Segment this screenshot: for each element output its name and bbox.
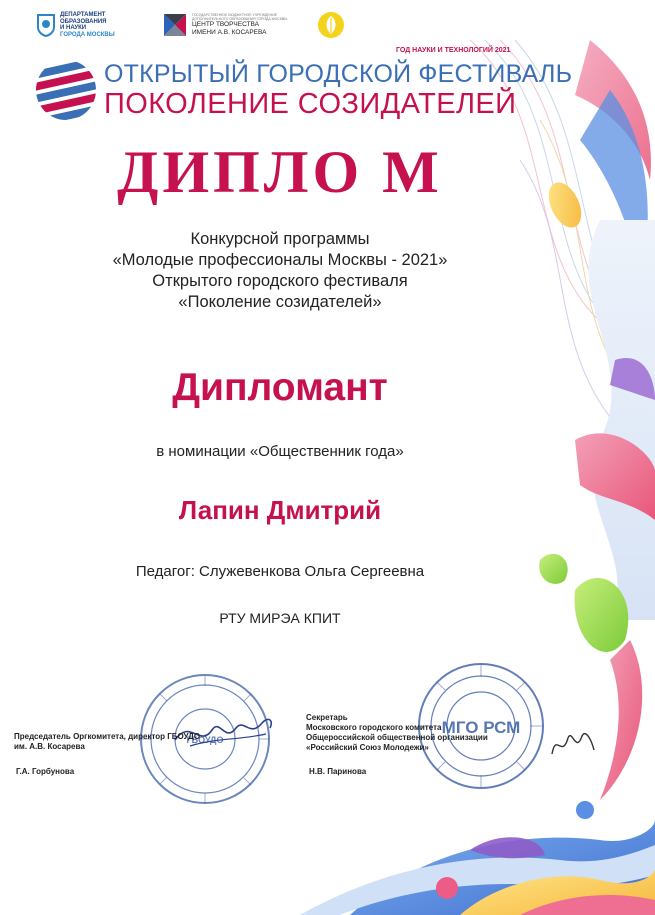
- right-stamp-text: МГО РСМ: [441, 718, 521, 737]
- diploma-title: ДИПЛО М: [117, 139, 443, 205]
- leaf-logo: [316, 10, 346, 40]
- program-line-3: Открытого городского фестиваля: [152, 272, 408, 290]
- teacher-text: Педагог: Служевенкова Ольга Сергеевна: [135, 563, 425, 580]
- nomination-text: в номинации «Общественник года»: [156, 443, 404, 460]
- department-line4: ГОРОДА МОСКВЫ: [60, 31, 115, 38]
- blue-dot-bottom: [576, 801, 594, 819]
- department-line3: И НАУКИ: [60, 25, 87, 31]
- kosarev-line1: ЦЕНТР ТВОРЧЕСТВА: [192, 21, 260, 28]
- festival-title-line1: ОТКРЫТЫЙ ГОРОДСКОЙ ФЕСТИВАЛЬ: [104, 60, 573, 88]
- left-signer-name: Г.А. Горбунова: [16, 767, 75, 776]
- pink-swoosh-bottom: [600, 640, 642, 800]
- recipient-name: Лапин Дмитрий: [178, 495, 382, 525]
- right-role-line-4: «Российский Союз Молодежи»: [306, 743, 429, 752]
- left-signer-role: Председатель Оргкомитета, директор ГБОУДО им. А.В. Косарева: [14, 732, 201, 751]
- department-logo: [36, 12, 130, 38]
- award-title: Дипломант: [172, 366, 388, 409]
- kosarev-logo: [162, 12, 312, 38]
- right-role-line-3: Общероссийской общественной организации: [306, 733, 488, 742]
- organization-text: РТУ МИРЭА КПИТ: [219, 610, 341, 626]
- moscow-coat-of-arms-icon: [36, 13, 56, 37]
- festival-title-line2: ПОКОЛЕНИЕ СОЗИДАТЕЛЕЙ: [104, 88, 517, 120]
- department-line2: ОБРАЗОВАНИЯ: [60, 18, 107, 25]
- program-line-1: Конкурсной программы: [190, 230, 370, 248]
- program-line-4: «Поколение созидателей»: [178, 293, 382, 311]
- right-role-line-1: Секретарь: [306, 713, 348, 722]
- kosarev-cross-icon: [162, 12, 188, 38]
- light-wave-right: [588, 220, 655, 620]
- right-role-line-2: Московского городского комитета: [306, 723, 442, 732]
- striped-sphere-icon: [34, 58, 98, 122]
- kosarev-small-text: ГОСУДАРСТВЕННОЕ БЮДЖЕТНОЕ УЧРЕЖДЕНИЕ ДОПОЛНИТЕЛЬНОГО ОБРАЗОВАНИЯ ГОРОДА МОСКВЫ: [192, 13, 288, 21]
- leaf-emblem-icon: [316, 10, 346, 40]
- department-line1: ДЕПАРТАМЕНТ: [60, 12, 106, 18]
- right-signer-role: [306, 713, 536, 753]
- pink-dot-bottom: [436, 877, 458, 899]
- program-line-2: «Молодые профессионалы Москвы - 2021»: [112, 251, 448, 269]
- right-signature: [548, 724, 598, 764]
- program-description: [0, 229, 560, 313]
- left-stamp-text: ГБОУДО: [186, 735, 224, 745]
- right-signer-name: Н.В. Паринова: [309, 767, 367, 776]
- year-line: ГОД НАУКИ И ТЕХНОЛОГИЙ 2021: [396, 47, 511, 54]
- kosarev-line2: ИМЕНИ А.В. КОСАРЕВА: [192, 29, 267, 36]
